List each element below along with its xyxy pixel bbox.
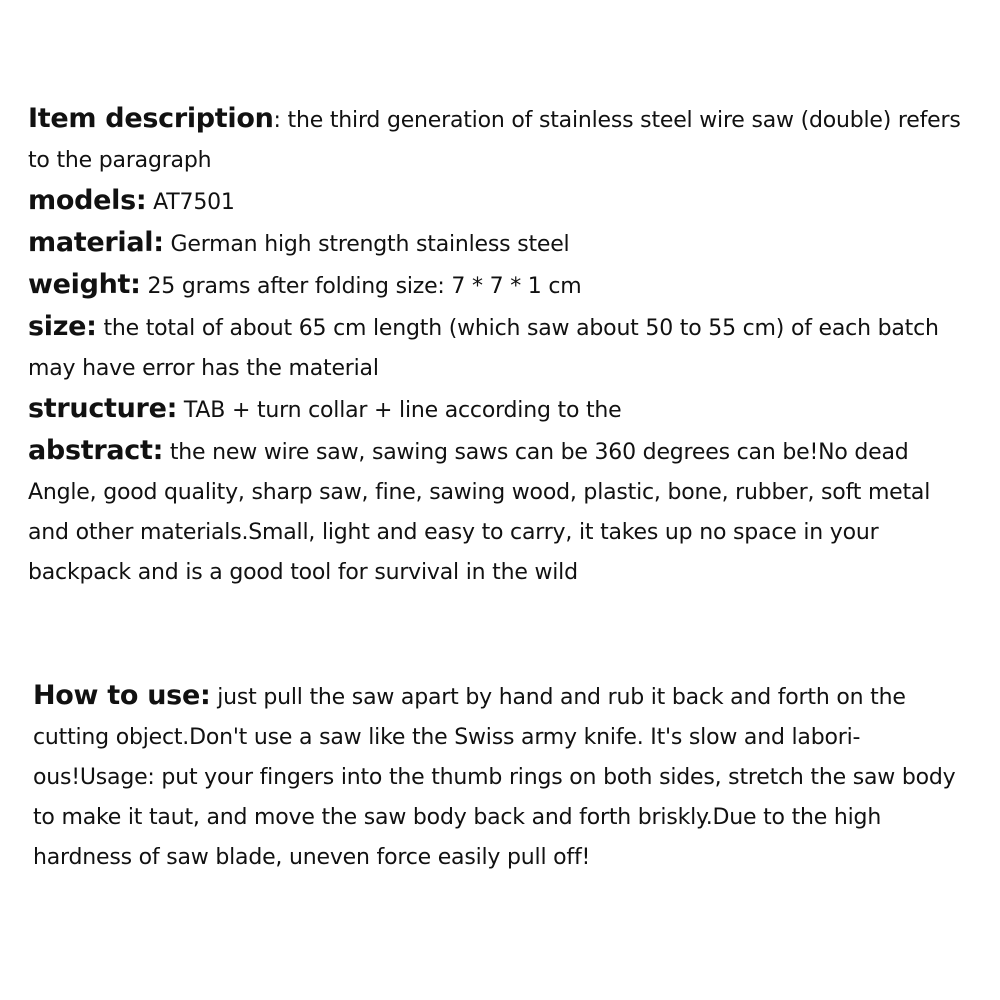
- size-text: the total of about 65 cm length (which saw about 50 to 55 cm) of each batch may have error has the material: [28, 316, 939, 381]
- abstract-text: the new wire saw, sawing saws can be 360 degrees can be!No dead Angle, good quality, sharp saw, fine, sawing wood, plastic, bone, rubber, soft metal and other materials.Small, light and easy to carry, it takes up no space in your backpack and is a good tool for survival in the wild: [28, 440, 931, 585]
- models-entry: [28, 181, 973, 223]
- size-entry: [28, 307, 973, 389]
- product-spec-block: [28, 99, 973, 593]
- weight-text: 25 grams after folding size: 7 * 7 * 1 cm: [140, 274, 582, 299]
- material-entry: [28, 223, 973, 265]
- item-description-entry: [28, 99, 973, 181]
- structure-text: TAB + turn collar + line according to the: [177, 398, 622, 423]
- item-description-label: Item description: [28, 103, 274, 134]
- usage-label: How to use:: [33, 680, 211, 711]
- usage-text: just pull the saw apart by hand and rub it back and forth on the cutting object.Don't use a saw like the Swiss army knife. It's slow and labori-ous!Usage: put your fingers into the thumb rings on both sides, stretch the saw body to make it taut, and move the saw body back and forth briskly.Due to the high hardness of saw blade, uneven force easily pull off!: [33, 685, 956, 870]
- structure-entry: [28, 389, 973, 431]
- weight-entry: [28, 265, 973, 307]
- models-text: AT7501: [146, 190, 235, 215]
- material-label: material:: [28, 227, 164, 258]
- item-description-text: the third generation of stainless steel wire saw (double) refers to the paragraph: [28, 108, 961, 173]
- abstract-label: abstract:: [28, 435, 164, 466]
- models-label: models:: [28, 185, 147, 216]
- structure-label: structure:: [28, 393, 178, 424]
- weight-label: weight:: [28, 269, 141, 300]
- item-description-separator: :: [273, 108, 281, 133]
- size-label: size:: [28, 311, 97, 342]
- material-text: German high strength stainless steel: [163, 232, 570, 257]
- usage-block: [33, 676, 958, 878]
- abstract-entry: [28, 431, 973, 593]
- usage-entry: [33, 676, 958, 878]
